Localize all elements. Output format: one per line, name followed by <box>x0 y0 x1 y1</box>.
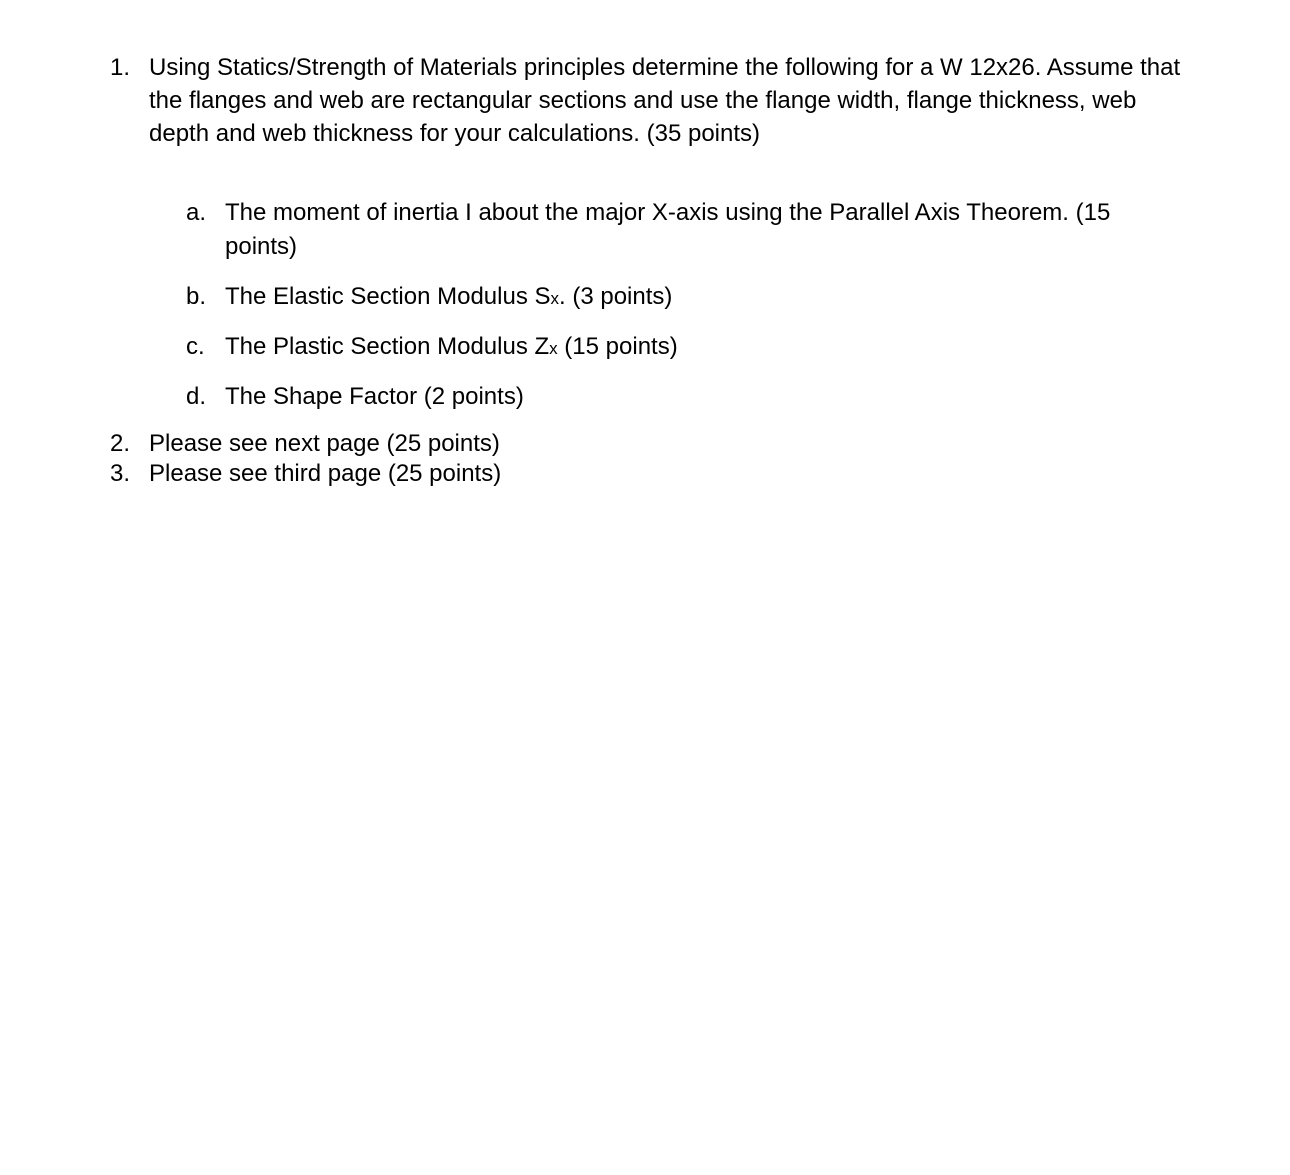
part-text-tail: (15 points) <box>557 333 678 360</box>
part-text-main: The Elastic Section Modulus S <box>225 283 551 310</box>
part-text-main: The Plastic Section Modulus Z <box>225 333 550 360</box>
question-text: Using Statics/Strength of Materials principles determine the following for a W 12x26. Assume that the flanges and web are rectangular sections and use the flange width, flange thickness, web depth and web thickness for your calculations. (35 points) <box>149 54 1181 147</box>
part-letter: d. <box>186 383 207 410</box>
part-letter: b. <box>186 283 207 310</box>
question-1 <box>110 51 1190 150</box>
question-1-part-a <box>186 196 1186 264</box>
question-2 <box>110 429 1190 459</box>
part-text <box>225 330 1186 366</box>
question-1-part-b <box>186 280 1186 316</box>
question-text: Please see next page (25 points) <box>149 430 500 457</box>
part-text: The moment of inertia I about the major X-axis using the Parallel Axis Theorem. (15 points) <box>225 199 1111 260</box>
part-text <box>225 280 1186 316</box>
question-number: 1. <box>110 54 131 81</box>
part-text-tail: . (3 points) <box>559 283 673 310</box>
question-1-part-c <box>186 330 1186 366</box>
question-1-part-d <box>186 380 1186 414</box>
part-text: The Shape Factor (2 points) <box>225 383 524 410</box>
question-text: Please see third page (25 points) <box>149 460 502 487</box>
part-letter: a. <box>186 199 207 226</box>
question-number: 3. <box>110 460 131 487</box>
subscript: x <box>549 339 558 358</box>
subscript: x <box>550 289 559 308</box>
question-3 <box>110 459 1190 489</box>
part-letter: c. <box>186 333 205 360</box>
question-number: 2. <box>110 430 131 457</box>
